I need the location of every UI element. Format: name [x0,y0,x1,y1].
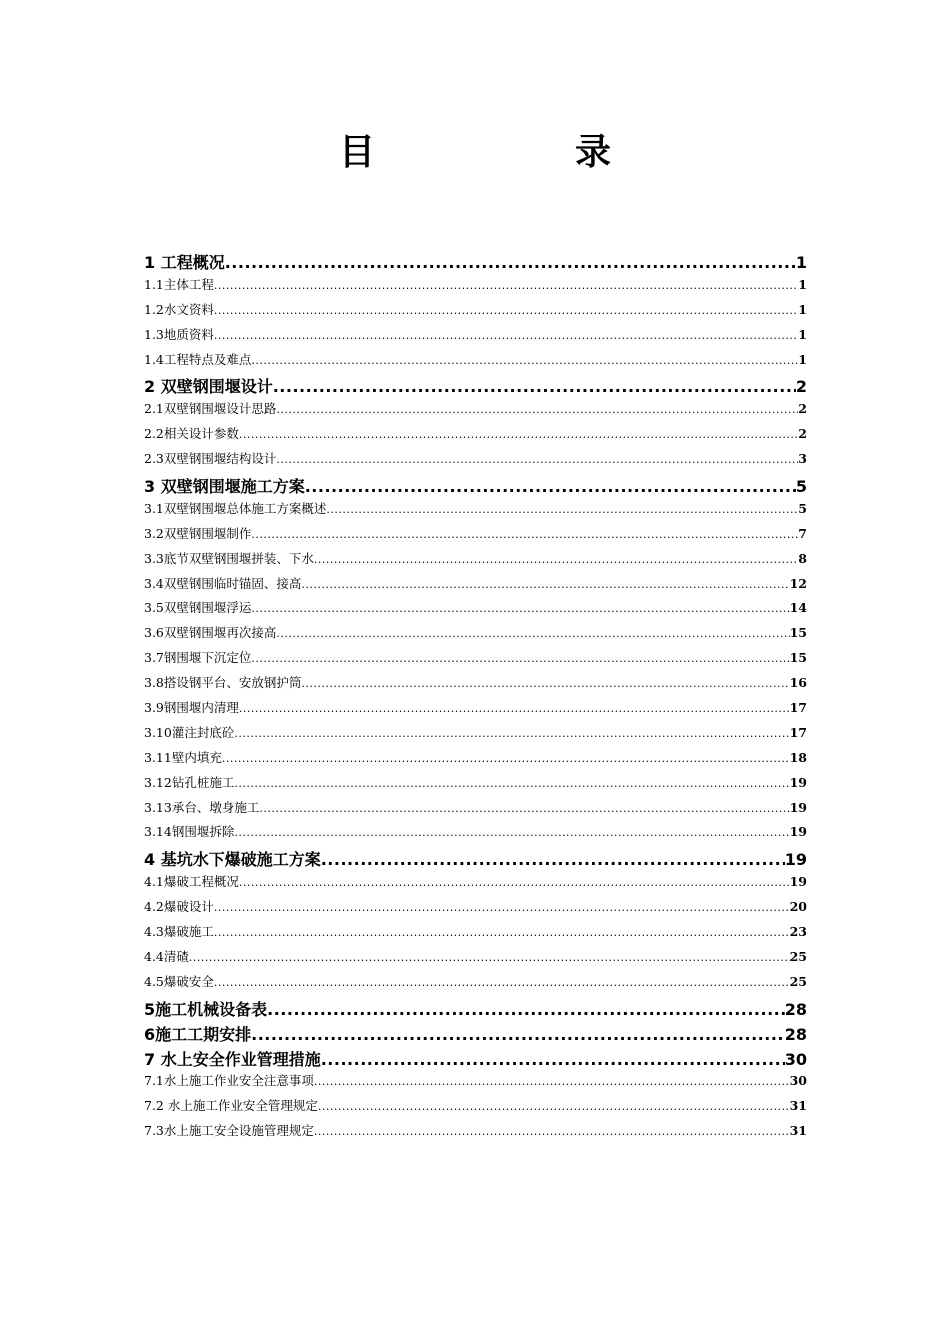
dot-leader [267,1000,785,1019]
toc-entry-label: 7 水上安全作业管理措施 [144,1049,321,1069]
toc-entry-page-number: 30 [784,1049,807,1069]
dot-leader [318,1100,790,1113]
toc-section-entry[interactable] [144,673,807,698]
dot-leader [225,253,796,272]
toc-entry-page-number: 15 [789,625,807,641]
toc-chapter-entry[interactable] [144,250,807,275]
toc-entry-label: 1.4工程特点及难点 [144,351,252,367]
toc-chapter-entry[interactable] [144,1022,807,1047]
toc-chapter-entry[interactable] [144,997,807,1022]
toc-entry-label: 3.3底节双壁钢围堰拼装、下水 [144,550,314,566]
toc-entry-label: 3.10灌注封底砼 [144,724,235,740]
toc-entry-page-number: 25 [789,973,807,989]
toc-section-entry[interactable] [144,972,807,997]
toc-entry-label: 3.14钢围堰拆除 [144,824,235,840]
toc-entry-label: 3 双壁钢围堰施工方案 [144,477,305,497]
toc-entry-page-number: 1 [795,253,807,272]
toc-entry-label: 7.1水上施工作业安全注意事项 [144,1073,314,1089]
toc-entry-label: 2.3双壁钢围堰结构设计 [144,451,277,467]
dot-leader [259,802,789,815]
toc-section-entry[interactable] [144,424,807,449]
toc-chapter-entry[interactable] [144,474,807,499]
toc-entry-page-number: 15 [789,650,807,666]
toc-section-entry[interactable] [144,723,807,748]
toc-section-entry[interactable] [144,1071,807,1096]
toc-entry-label: 1.2水文资料 [144,301,214,317]
toc-section-entry[interactable] [144,275,807,300]
dot-leader [251,528,798,541]
toc-section-entry[interactable] [144,350,807,375]
toc-entry-label: 3.2双壁钢围堰制作 [144,525,252,541]
toc-entry-label: 7.2 水上施工作业安全管理规定 [144,1098,318,1114]
toc-entry-label: 2.2相关设计参数 [144,426,239,442]
toc-entry-label: 2 双壁钢围堰设计 [144,377,273,397]
toc-entry-page-number: 31 [789,1123,807,1139]
title-char-1: 目 [338,132,375,173]
dot-leader [276,453,798,466]
dot-leader [214,926,790,939]
toc-entry-page-number: 25 [789,948,807,964]
toc-chapter-entry[interactable] [144,847,807,872]
toc-chapter-entry[interactable] [144,1047,807,1072]
dot-leader [314,553,798,566]
dot-leader [251,354,798,367]
toc-section-entry[interactable] [144,698,807,723]
toc-entry-label: 4.1爆破工程概况 [144,874,239,890]
toc-entry-page-number: 28 [784,999,807,1019]
toc-entry-label: 3.5双壁钢围堰浮运 [144,600,252,616]
dot-leader [251,1025,785,1044]
dot-leader [276,403,798,416]
dot-leader [305,477,796,496]
dot-leader [239,702,790,715]
toc-entry-label: 3.4双壁钢围临时锚固、接高 [144,575,302,591]
toc-entry-page-number: 1 [798,351,807,367]
toc-entry-page-number: 12 [789,575,807,591]
dot-leader [301,677,789,690]
toc-entry-page-number: 2 [798,426,807,442]
dot-leader [222,752,790,765]
toc-entry-label: 3.13承台、墩身施工 [144,799,260,815]
toc-entry-label: 3.7钢围堰下沉定位 [144,650,252,666]
dot-leader [214,329,798,342]
toc-entry-label: 4.2爆破设计 [144,899,214,915]
toc-entry-page-number: 5 [795,477,807,497]
dot-leader [301,578,789,591]
dot-leader [273,377,796,396]
toc-section-entry[interactable] [144,897,807,922]
dot-leader [239,876,790,889]
toc-section-entry[interactable] [144,574,807,599]
toc-entry-page-number: 23 [789,924,807,940]
toc-entry-label: 3.11壁内填充 [144,749,222,765]
toc-section-entry[interactable] [144,922,807,947]
toc-entry-label: 3.9钢围堰内清理 [144,700,239,716]
toc-section-entry[interactable] [144,947,807,972]
toc-section-entry[interactable] [144,549,807,574]
toc-entry-page-number: 5 [798,500,807,516]
toc-section-entry[interactable] [144,1096,807,1121]
toc-entry-label: 3.12钻孔桩施工 [144,774,235,790]
toc-section-entry[interactable] [144,524,807,549]
toc-entry-page-number: 3 [798,451,807,467]
toc-entry-page-number: 8 [798,550,807,566]
toc-section-entry[interactable] [144,300,807,325]
toc-entry-page-number: 19 [789,824,807,840]
toc-section-entry[interactable] [144,325,807,350]
toc-entry-page-number: 16 [789,675,807,691]
toc-entry-page-number: 31 [789,1098,807,1114]
toc-entry-page-number: 19 [784,850,807,870]
dot-leader [314,1075,790,1088]
dot-leader [314,1125,790,1138]
toc-section-entry[interactable] [144,399,807,424]
dot-leader [234,826,789,839]
toc-entry-label: 2.1双壁钢围堰设计思路 [144,401,277,417]
toc-entry-page-number: 30 [789,1073,807,1089]
toc-entry-page-number: 28 [784,1024,807,1044]
toc-entry-page-number: 1 [798,326,807,342]
toc-entry-page-number: 14 [789,600,807,616]
toc-title [0,132,950,174]
dot-leader [326,503,798,516]
toc-section-entry[interactable] [144,598,807,623]
toc-entry-label: 3.1双壁钢围堰总体施工方案概述 [144,500,327,516]
toc-entry-label: 4.4清碴 [144,948,189,964]
toc-section-entry[interactable] [144,499,807,524]
toc-entry-page-number: 1 [798,301,807,317]
toc-section-entry[interactable] [144,872,807,897]
toc-section-entry[interactable] [144,748,807,773]
toc-entry-page-number: 20 [789,899,807,915]
dot-leader [321,1050,785,1069]
toc-entry-label: 6施工工期安排 [144,1024,252,1044]
table-of-contents [144,250,807,1146]
toc-section-entry[interactable] [144,623,807,648]
toc-section-entry[interactable] [144,798,807,823]
toc-entry-label: 1.3地质资料 [144,326,214,342]
toc-entry-page-number: 2 [795,377,807,397]
dot-leader [214,304,798,317]
dot-leader [214,279,798,292]
dot-leader [234,727,789,740]
toc-entry-page-number: 17 [789,700,807,716]
toc-entry-label: 5施工机械设备表 [144,999,268,1019]
toc-entry-label: 3.8搭设钢平台、安放钢护筒 [144,675,302,691]
toc-entry-page-number: 1 [798,276,807,292]
toc-chapter-entry[interactable] [144,374,807,399]
toc-entry-page-number: 19 [789,799,807,815]
dot-leader [251,602,789,615]
toc-entry-label: 4 基坑水下爆破施工方案 [144,850,321,870]
toc-section-entry[interactable] [144,1121,807,1146]
toc-entry-label: 4.3爆破施工 [144,924,214,940]
toc-section-entry[interactable] [144,773,807,798]
toc-entry-label: 4.5爆破安全 [144,973,214,989]
toc-section-entry[interactable] [144,449,807,474]
dot-leader [234,777,789,790]
dot-leader [214,976,790,989]
toc-entry-label: 1.1主体工程 [144,276,214,292]
toc-entry-page-number: 7 [798,525,807,541]
dot-leader [189,951,790,964]
toc-section-entry[interactable] [144,822,807,847]
dot-leader [321,850,785,869]
dot-leader [276,627,789,640]
toc-entry-label: 7.3水上施工安全设施管理规定 [144,1123,314,1139]
toc-entry-page-number: 19 [789,774,807,790]
toc-entry-label: 1 工程概况 [144,253,225,272]
dot-leader [251,652,789,665]
toc-entry-page-number: 19 [789,874,807,890]
toc-entry-page-number: 17 [789,724,807,740]
dot-leader [214,901,790,914]
toc-entry-page-number: 2 [798,401,807,417]
dot-leader [239,428,798,441]
toc-entry-label: 3.6双壁钢围堰再次接高 [144,625,277,641]
toc-section-entry[interactable] [144,648,807,673]
toc-entry-page-number: 18 [789,749,807,765]
title-char-2: 录 [575,132,612,173]
